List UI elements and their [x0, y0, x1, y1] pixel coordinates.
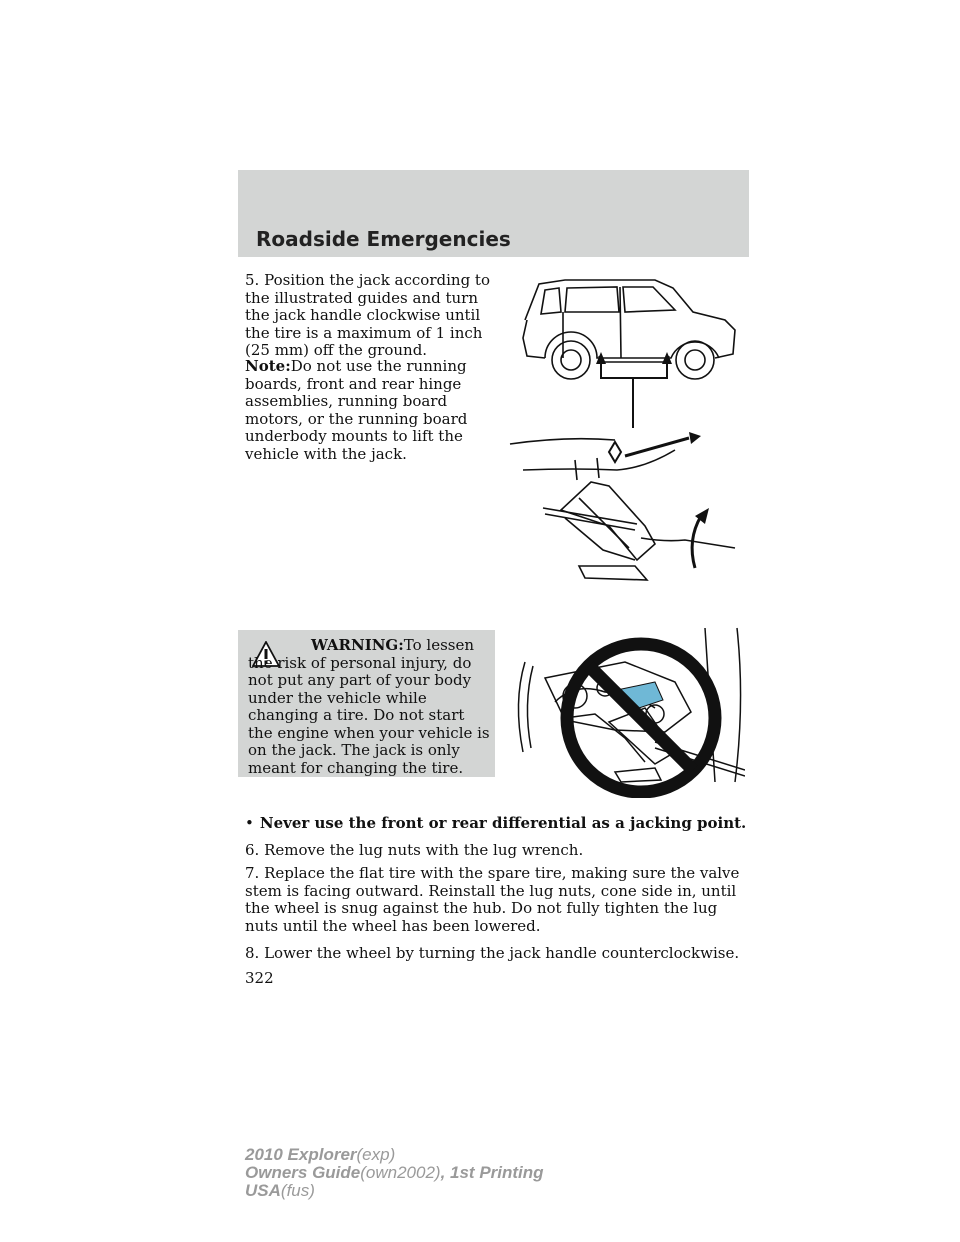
warning-paragraph — [248, 637, 492, 777]
section-header — [238, 170, 749, 257]
note-paragraph — [245, 358, 500, 463]
vehicle-jack-points-figure — [505, 268, 745, 428]
footer-model: 2010 Explorer — [245, 1145, 357, 1164]
warning-text: To lessen the risk of personal injury, do not put any part of your body under the vehicle while changing a tire. Do not start the engine when your vehicle is on the jack. The jack is only meant for changing the tire. — [248, 636, 490, 777]
footer-model-code: (exp) — [356, 1145, 396, 1164]
warning-box — [238, 630, 495, 777]
note-label: Note: — [245, 357, 291, 375]
page-number: 322 — [245, 969, 274, 987]
bullet-item — [245, 815, 765, 833]
footer-guide-code: (own2002) — [360, 1163, 441, 1182]
print-footer — [245, 1146, 544, 1200]
jack-lift-point-figure — [505, 430, 745, 595]
footer-market: USA — [245, 1181, 281, 1200]
warning-label: WARNING: — [311, 636, 404, 654]
prohibited-differential-jacking-figure — [505, 622, 745, 798]
footer-guide: Owners Guide — [245, 1163, 361, 1182]
section-title: Roadside Emergencies — [256, 227, 511, 251]
bullet-symbol: • — [245, 814, 254, 832]
step-5-text: 5. Position the jack according to the illustrated guides and turn the jack handle clockwise until the tire is a maximum of 1 inch (25 mm) off the ground. — [245, 271, 490, 359]
step-8-text: 8. Lower the wheel by turning the jack handle counterclockwise. — [245, 944, 740, 962]
note-text: Do not use the running boards, front and rear hinge assemblies, running board motors, or the running board underbody mounts to lift the vehicle with the jack. — [245, 357, 468, 463]
footer-printing: , 1st Printing — [440, 1163, 544, 1182]
bullet-text: Never use the front or rear differential as a jacking point. — [259, 814, 747, 832]
step-7-text: 7. Replace the flat tire with the spare tire, making sure the valve stem is facing outward. Reinstall the lug nuts, cone side in, until the wheel is snug against the hub. Do not fully tighten the lug nuts until the wheel has been lowered. — [245, 864, 740, 935]
step-6-text: 6. Remove the lug nuts with the lug wrench. — [245, 841, 584, 859]
footer-market-code: (fus) — [280, 1181, 315, 1200]
